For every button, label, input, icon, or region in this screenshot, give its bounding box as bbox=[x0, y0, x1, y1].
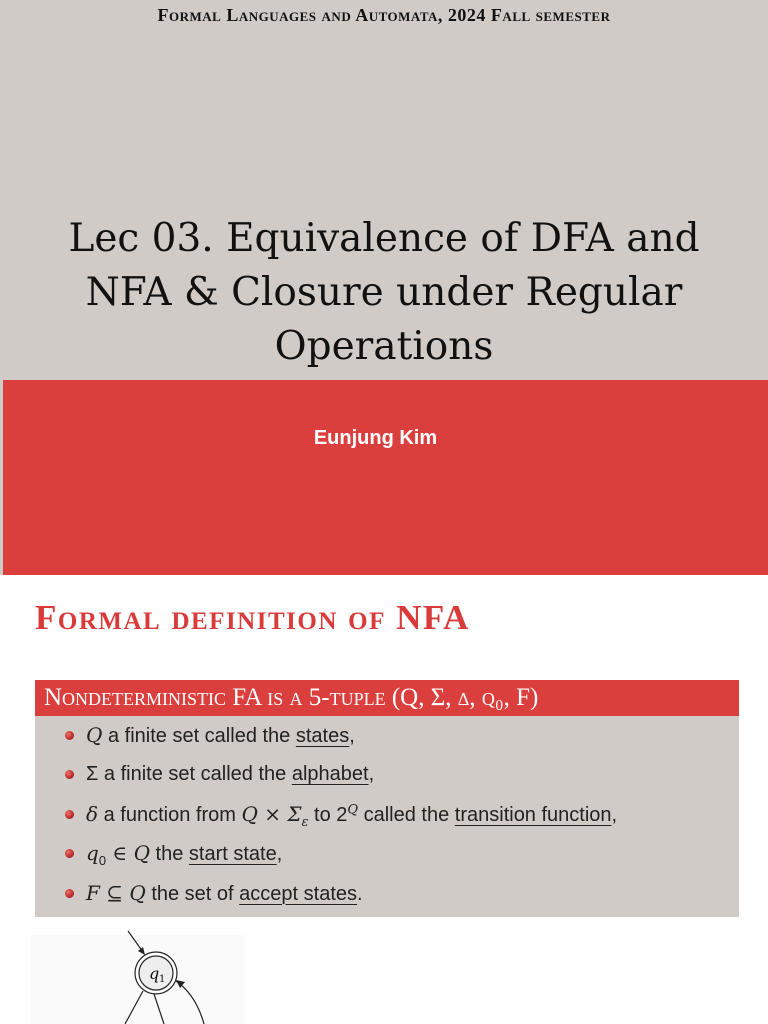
math-symbol: F bbox=[86, 880, 100, 905]
list-item bbox=[35, 755, 739, 794]
item-text: a finite set called the bbox=[102, 725, 296, 747]
math-symbol: δ bbox=[86, 801, 99, 826]
list-item bbox=[35, 716, 739, 755]
author-name: Eunjung Kim bbox=[313, 427, 438, 449]
bullet-icon bbox=[65, 770, 74, 779]
math-symbol: Q bbox=[86, 723, 103, 747]
item-end: , bbox=[611, 803, 618, 826]
item-end: . bbox=[357, 882, 363, 905]
item-text: the bbox=[149, 843, 189, 866]
item-text: the set of bbox=[145, 882, 240, 905]
math-superscript: Q bbox=[347, 802, 359, 818]
math-symbol: q bbox=[86, 841, 99, 866]
lecture-title: Lec 03. Equivalence of DFA and NFA & Closure under Regular Operations bbox=[68, 216, 700, 369]
item-text: to 2 bbox=[308, 803, 348, 826]
state-q1-label-sub: 1 bbox=[159, 974, 166, 985]
math-expression: Q × Σ bbox=[241, 801, 302, 826]
item-term: transition function bbox=[454, 803, 612, 826]
math-subscript: ε bbox=[301, 814, 309, 830]
list-item bbox=[35, 834, 739, 873]
item-text: called the bbox=[358, 803, 455, 826]
bullet-icon bbox=[65, 810, 74, 819]
item-term: states bbox=[295, 725, 350, 747]
definition-header-tuple: (Q, Σ, δ, q₀, F) bbox=[391, 684, 539, 711]
definition-box-header bbox=[35, 680, 739, 716]
bullet-icon bbox=[65, 889, 74, 898]
item-text: a finite set called the bbox=[98, 763, 292, 786]
state-q1-label: q bbox=[149, 964, 160, 983]
item-end: , bbox=[349, 725, 355, 747]
slide-title: Formal definition of NFA bbox=[35, 598, 470, 637]
math-expression: ⊆ Q bbox=[99, 880, 146, 905]
math-expression: ∈ Q bbox=[106, 841, 150, 866]
definition-list bbox=[35, 716, 739, 913]
list-item bbox=[35, 795, 739, 834]
math-symbol: Σ bbox=[86, 763, 99, 786]
definition-box bbox=[35, 680, 739, 917]
bullet-icon bbox=[65, 849, 74, 858]
bullet-icon bbox=[65, 731, 74, 740]
item-term: accept states bbox=[239, 882, 357, 905]
item-end: , bbox=[368, 763, 375, 786]
author-band bbox=[3, 380, 768, 575]
item-term: start state bbox=[188, 843, 277, 866]
course-header: Formal Languages and Automata, 2024 Fall semester bbox=[157, 5, 611, 25]
item-text: a function from bbox=[98, 803, 242, 826]
definition-header-text: Nondeterministic FA is a 5-tuple bbox=[44, 684, 386, 711]
math-subscript: 0 bbox=[98, 853, 107, 869]
item-end: , bbox=[276, 843, 283, 866]
nfa-diagram bbox=[0, 925, 260, 1024]
list-item bbox=[35, 874, 739, 913]
item-term: alphabet bbox=[291, 763, 369, 786]
